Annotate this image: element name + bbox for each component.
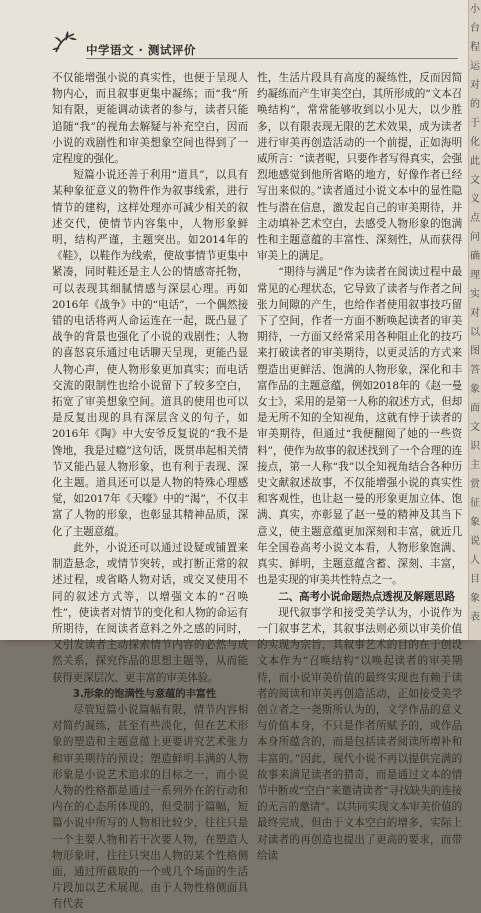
edge-glyph: 的: [470, 99, 480, 110]
edge-glyph: 于: [470, 118, 480, 129]
edge-glyph: 此: [470, 156, 480, 167]
edge-glyph: 确: [470, 251, 480, 262]
page-header: [58, 34, 458, 60]
edge-glyph: 象: [470, 517, 480, 528]
edge-glyph: 图: [470, 346, 480, 357]
edge-glyph: 主: [470, 460, 480, 471]
edge-glyph: 理: [470, 270, 480, 281]
body-paragraph: 短篇小说还善于利用“道具”，以具有某种象征意义的物件作为叙事线索，进行情节的建构，这样处理亦可减少相关的叙述交代，使情节内容集中，人物形象鲜明，结构严谨，主题突出。如2014年的《鞋》，以鞋作为线索，使故事情节更集中紧凑，同时鞋还是主人公的情感寄托物，可以表现其细腻情感与深层心理。再如2016年《战争》中的“电话”，一个偶然接错的电话将两人命运连在一起，既凸显了战争的背景也强化了小说的戏剧性；人物的喜怒哀乐通过电话聊天呈现，更能凸显人物心声，使人物形象更加真实；而电话交流的限制性也给小说留下了较多空白，拓宽了审美想象空间。道具的使用也可以是反复出现的具有深层含义的句子，如2016年《陶》中大安爷反复说的“我不是馋地，我是过瘾”这句话，既贯串起相关情节又能凸显人物形象，也有利于表现、深化主题。道具还可以是人物的特殊心理感觉，如2017年《天嚎》中的“渴”，不仅丰富了人物的形象，也彰显其精神品质，深化了主题意蕴。: [52, 169, 248, 538]
edge-glyph: 目: [470, 574, 480, 585]
body-paragraph: 尽管短篇小说篇幅有限，情节内容相对简约凝练，甚至有些淡化，但在艺术形象的塑造和主题意蕴上更要讲究艺术张力和审美期待的预设；塑造鲜明丰满的人物形象是小说艺术追求的目标之一，而小说人物的性格都是通过一系列外在的行动和内在的心态所体现的，但受制于篇幅，短篇小说中所写的人物相比较少，往往只是一个主要人物和若干次要人物，在塑造人物形象时，往往只突出人物的某个性格侧面，通过所截取的一个或几个场面的生活片段加以艺术展现。由于人物性格侧面具有代表: [52, 703, 248, 911]
edge-glyph: 面: [470, 403, 480, 414]
edge-glyph: 对: [470, 80, 480, 91]
edge-glyph: 实: [470, 289, 480, 300]
edge-glyph: 义: [470, 194, 480, 205]
section-title: 二、高考小说命题热点透视及解题思路: [278, 590, 455, 603]
edge-glyph: 征: [470, 498, 480, 509]
magazine-logo-icon: [50, 28, 80, 58]
edge-glyph: 化: [470, 137, 480, 148]
edge-glyph: 小: [470, 4, 480, 15]
edge-glyph: 对: [470, 308, 480, 319]
body-paragraph: “期待与满足”作为读者在阅读过程中最常见的心理状态，它导致了读者与作者之间张力间隙的产生，也给作者使用叙事技巧留下了空间，作者一方面不断唤起读者的审美期待，一方面又经常采用各种阻止化的技巧来打破读者的审美期待，以更灵活的方式来塑造出更鲜活、饱满的人物形象，深化和丰富作品的主题意蕴，例如2018年的《赵一曼女士》，采用的是第一人称的叙述方式，但却是无所不知的全知视角，这就有悖于读者的审美期待，但通过“我便翻阅了她的一些资料”，使作为故事的叙述找到了一个合理的连接点，第一人称“我”以全知视角结合各种历史文献叙述故事，不仅能增强小说的真实性和客观性，也让赵一曼的形象更加立体、饱满、真实，亦彰显了赵一曼的精神及其当下意义，使主题意蕴更加深刻和丰富，就近几年全国卷高考小说文本看，人物形象饱满、真实、鲜明，主题意蕴含蓄、深刻、丰富，也是实现的审美共性特点之一。: [257, 266, 462, 587]
body-paragraph: 不仅能增强小说的真实性，也便于呈现人物内心，而且叙事更集中凝练；而“我”所知有限，更能调动读者的参与，读者只能追随“我”的视角去解疑与补充空白，因而小说的戏剧性和审美想象空间也得到了一定程度的强化。: [52, 72, 248, 166]
edge-glyph: 文: [470, 175, 480, 186]
edge-glyph: 文: [470, 422, 480, 433]
header-rule: [86, 58, 458, 59]
edge-glyph: 象: [470, 384, 480, 395]
edge-glyph: 以: [470, 327, 480, 338]
left-column: [52, 70, 248, 913]
edge-glyph: 点: [470, 213, 480, 224]
body-paragraph: 此外，小说还可以通过设疑或铺置来制造悬念，或情节突转，或打断正常的叙述过程，或省略人物对话，或交叉使用不同的叙述方式等，以增强文本的“召唤性”，使读者对情节的变化和人物的命运有所期待，在阅读者意料之外之感的同时，又引发读者主动探索情节内容的必然与成然关系，探究作品的思想主题等，从而能获得更深层次、更丰富的审美体验。: [52, 541, 248, 684]
adjacent-page-edge: [468, 0, 481, 640]
right-column: [257, 70, 462, 864]
edge-glyph: 表: [470, 612, 480, 623]
edge-glyph: 人: [470, 555, 480, 566]
body-paragraph: 性，生活片段具有高度的凝练性，反而因简约凝练而产生审美空白，其所形成的“文本召唤结构”，常常能够收到以小见大，以少胜多，以有限表现无限的艺术效果，成为读者进行审美再创造活动的一个前提，正如海明威所言：“读者呢，只要作者写得真实，会强烈地感觉到他所省略的地方，好像作者已经写出来似的。”读者通过小说文本中的显性隐性与潜在信息，激发起自己的审美期待，并主动填补艺术空白，去感受人物形象的饱满性和主题意蕴的丰富性、深刻性，从而获得审美上的满足。: [257, 72, 462, 263]
edge-glyph: 识: [470, 441, 480, 452]
magazine-title: 中学语文 · 测试评价: [86, 43, 196, 57]
body-paragraph: 现代叙事学和接受美学认为，小说作为一门叙事艺术，其叙事法则必须以审美价值的实现为宗旨，其叙事艺术的目的在于创设文本作为“召唤结构”以唤起读者的审美期待，而小说审美价值的最终实现也有赖于读者的阅读和审美再创造活动，正如接受美学创立者之一尧斯所认为的，文学作品的意义与价值本身，不只是作者所赋予的，或作品本身所蕴含的，而是包括读者阅读所增补和丰富的。”因此，现代小说不再以提供完满的故事来满足读者的猎奇，而是通过文本的情节中断或“空白”来邀请读者“寻找缺失的连接的无言的邀请”。以共同实现文本审美价值的最终完成，但由于文本空白的增多，实际上对读者的再创造也提出了更高的要求，而带给读: [257, 606, 462, 862]
edge-glyph: 台: [470, 23, 480, 34]
edge-glyph: 问: [470, 232, 480, 243]
edge-glyph: 答: [470, 365, 480, 376]
edge-glyph: 运: [470, 61, 480, 72]
subheading: 3.形象的饱满性与意蕴的丰富性: [72, 687, 217, 700]
edge-glyph: 赏: [470, 479, 480, 490]
edge-glyph: 说: [470, 536, 480, 547]
edge-glyph: 程: [470, 42, 480, 53]
edge-glyph: 象: [470, 593, 480, 604]
